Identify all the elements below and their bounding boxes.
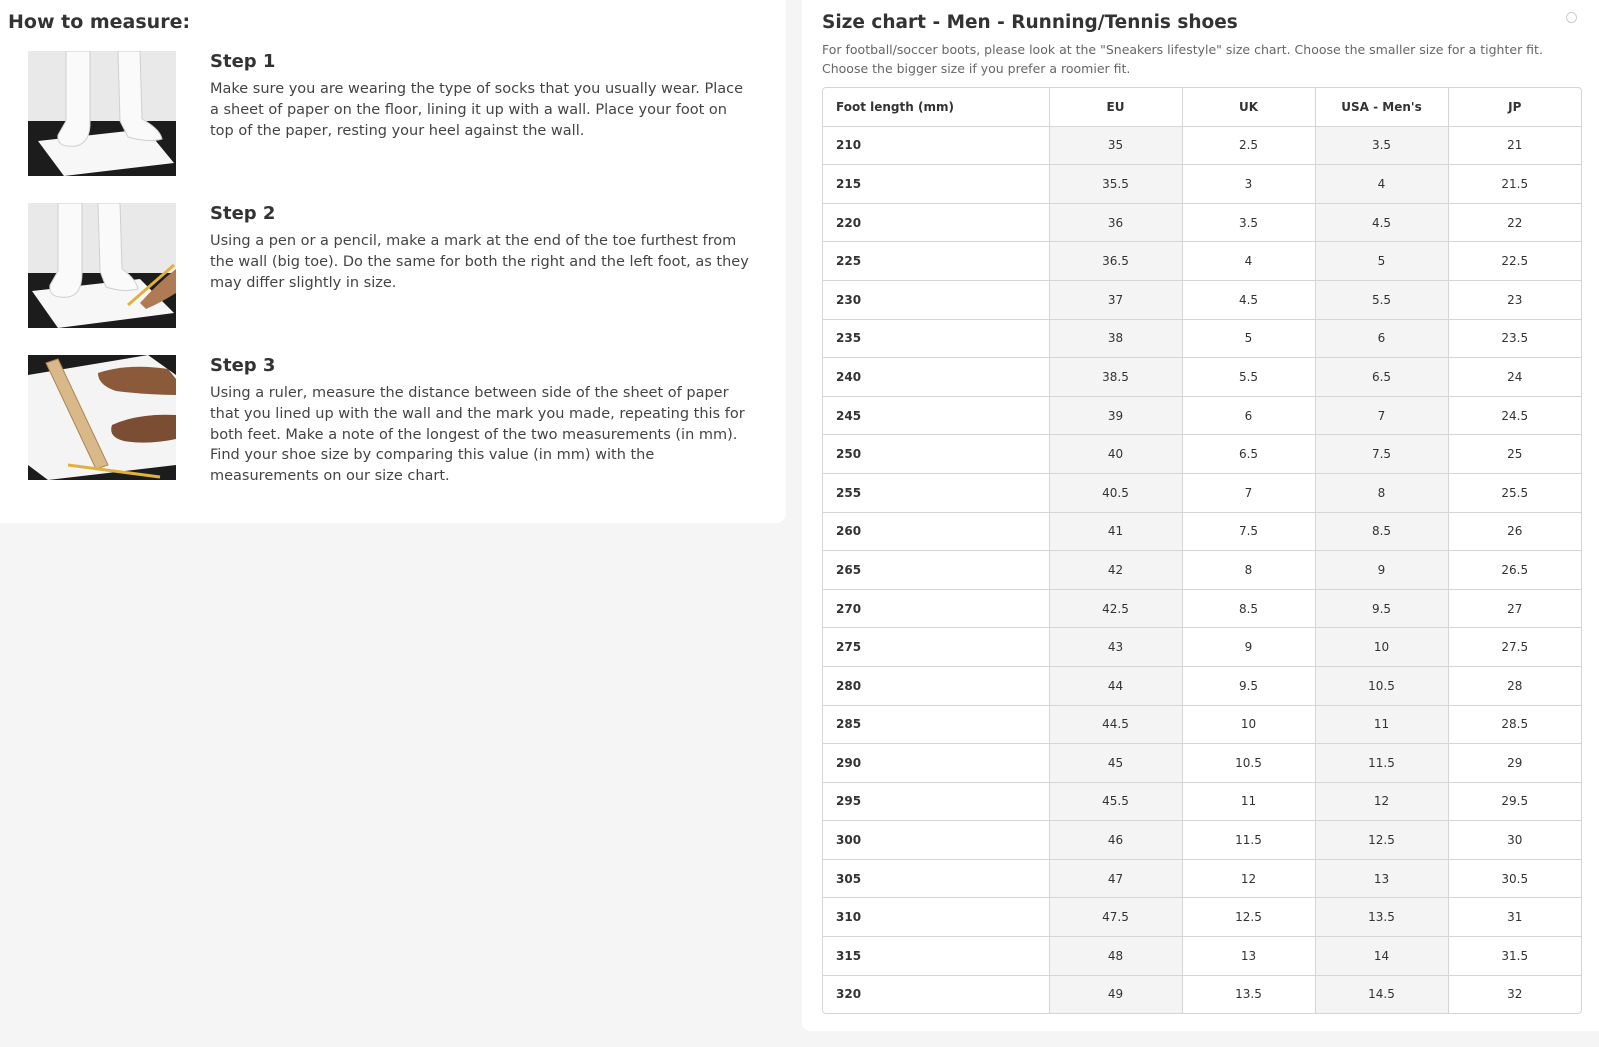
- size-cell: 4.5: [1315, 203, 1448, 242]
- table-row: [823, 705, 1581, 744]
- size-cell: 13.5: [1182, 975, 1315, 1013]
- size-cell: 10.5: [1315, 666, 1448, 705]
- table-row: [823, 319, 1581, 358]
- size-cell: 5.5: [1182, 358, 1315, 397]
- size-cell: 7: [1182, 473, 1315, 512]
- foot-length-cell: 220: [823, 203, 1049, 242]
- size-cell: 22: [1448, 203, 1581, 242]
- table-row: [823, 589, 1581, 628]
- size-cell: 30: [1448, 821, 1581, 860]
- size-table: [823, 88, 1581, 1013]
- size-cell: 11.5: [1182, 821, 1315, 860]
- step-1-heading: Step 1: [210, 51, 276, 72]
- size-cell: 9.5: [1182, 666, 1315, 705]
- size-cell: 10.5: [1182, 744, 1315, 783]
- foot-length-cell: 245: [823, 396, 1049, 435]
- size-cell: 12.5: [1182, 898, 1315, 937]
- size-cell: 5.5: [1315, 280, 1448, 319]
- table-row: [823, 628, 1581, 667]
- foot-length-cell: 270: [823, 589, 1049, 628]
- size-chart-panel: [802, 0, 1599, 1031]
- size-cell: 3: [1182, 165, 1315, 204]
- foot-length-cell: 310: [823, 898, 1049, 937]
- table-row: [823, 512, 1581, 551]
- foot-length-cell: 235: [823, 319, 1049, 358]
- size-cell: 42.5: [1049, 589, 1182, 628]
- foot-length-cell: 280: [823, 666, 1049, 705]
- foot-length-cell: 225: [823, 242, 1049, 281]
- size-chart-note: For football/soccer boots, please look at the "Sneakers lifestyle" size chart. Choose the smaller size for a tighter fit. Choose the bigger size if you prefer a roomier fit.: [822, 42, 1543, 76]
- foot-length-cell: 255: [823, 473, 1049, 512]
- foot-length-cell: 265: [823, 551, 1049, 590]
- table-row: [823, 782, 1581, 821]
- foot-length-cell: 300: [823, 821, 1049, 860]
- size-cell: 11: [1182, 782, 1315, 821]
- foot-length-cell: 215: [823, 165, 1049, 204]
- foot-length-cell: 305: [823, 859, 1049, 898]
- size-cell: 45.5: [1049, 782, 1182, 821]
- size-cell: 8.5: [1315, 512, 1448, 551]
- size-cell: 41: [1049, 512, 1182, 551]
- size-cell: 14: [1315, 937, 1448, 976]
- table-row: [823, 396, 1581, 435]
- size-cell: 9: [1315, 551, 1448, 590]
- size-cell: 29.5: [1448, 782, 1581, 821]
- table-row: [823, 666, 1581, 705]
- size-chart-title: Size chart - Men - Running/Tennis shoes: [822, 12, 1238, 33]
- size-cell: 44.5: [1049, 705, 1182, 744]
- step-3-image: [28, 355, 176, 480]
- size-cell: 31: [1448, 898, 1581, 937]
- size-cell: 27: [1448, 589, 1581, 628]
- size-cell: 49: [1049, 975, 1182, 1013]
- size-cell: 3.5: [1182, 203, 1315, 242]
- size-cell: 6.5: [1315, 358, 1448, 397]
- size-cell: 12.5: [1315, 821, 1448, 860]
- size-cell: 14.5: [1315, 975, 1448, 1013]
- size-cell: 32: [1448, 975, 1581, 1013]
- foot-length-cell: 290: [823, 744, 1049, 783]
- size-cell: 29: [1448, 744, 1581, 783]
- size-cell: 38.5: [1049, 358, 1182, 397]
- step-1-image: [28, 51, 176, 176]
- size-cell: 12: [1182, 859, 1315, 898]
- size-cell: 8: [1182, 551, 1315, 590]
- foot-length-cell: 320: [823, 975, 1049, 1013]
- column-header: JP: [1448, 88, 1581, 126]
- foot-length-cell: 260: [823, 512, 1049, 551]
- size-cell: 47.5: [1049, 898, 1182, 937]
- table-row: [823, 551, 1581, 590]
- size-cell: 38: [1049, 319, 1182, 358]
- size-cell: 13: [1315, 859, 1448, 898]
- size-cell: 26.5: [1448, 551, 1581, 590]
- size-cell: 35.5: [1049, 165, 1182, 204]
- size-cell: 5: [1182, 319, 1315, 358]
- size-cell: 23.5: [1448, 319, 1581, 358]
- step-2-image: [28, 203, 176, 328]
- size-cell: 25.5: [1448, 473, 1581, 512]
- size-cell: 4: [1182, 242, 1315, 281]
- size-cell: 26: [1448, 512, 1581, 551]
- table-row: [823, 203, 1581, 242]
- size-cell: 45: [1049, 744, 1182, 783]
- table-row: [823, 473, 1581, 512]
- size-cell: 10: [1315, 628, 1448, 667]
- table-row: [823, 859, 1581, 898]
- foot-length-cell: 230: [823, 280, 1049, 319]
- table-row: [823, 898, 1581, 937]
- size-cell: 8: [1315, 473, 1448, 512]
- size-cell: 21: [1448, 126, 1581, 165]
- how-to-measure-title: How to measure:: [8, 11, 191, 33]
- size-cell: 43: [1049, 628, 1182, 667]
- size-cell: 36.5: [1049, 242, 1182, 281]
- column-header: EU: [1049, 88, 1182, 126]
- size-cell: 13: [1182, 937, 1315, 976]
- foot-length-cell: 295: [823, 782, 1049, 821]
- size-cell: 40: [1049, 435, 1182, 474]
- table-row: [823, 242, 1581, 281]
- size-cell: 40.5: [1049, 473, 1182, 512]
- table-row: [823, 744, 1581, 783]
- column-header: Foot length (mm): [823, 88, 1049, 126]
- size-cell: 10: [1182, 705, 1315, 744]
- size-cell: 28: [1448, 666, 1581, 705]
- size-cell: 6: [1182, 396, 1315, 435]
- size-cell: 22.5: [1448, 242, 1581, 281]
- size-cell: 44: [1049, 666, 1182, 705]
- size-cell: 11: [1315, 705, 1448, 744]
- size-cell: 25: [1448, 435, 1581, 474]
- size-cell: 30.5: [1448, 859, 1581, 898]
- size-cell: 35: [1049, 126, 1182, 165]
- size-cell: 39: [1049, 396, 1182, 435]
- size-cell: 4.5: [1182, 280, 1315, 319]
- size-cell: 12: [1315, 782, 1448, 821]
- column-header: USA - Men's: [1315, 88, 1448, 126]
- size-table-container: [822, 87, 1582, 1014]
- status-dot-icon: [1566, 12, 1577, 23]
- foot-length-cell: 210: [823, 126, 1049, 165]
- size-cell: 36: [1049, 203, 1182, 242]
- foot-length-cell: 250: [823, 435, 1049, 474]
- size-cell: 2.5: [1182, 126, 1315, 165]
- size-cell: 6: [1315, 319, 1448, 358]
- foot-length-cell: 275: [823, 628, 1049, 667]
- table-row: [823, 435, 1581, 474]
- size-cell: 28.5: [1448, 705, 1581, 744]
- size-cell: 7.5: [1315, 435, 1448, 474]
- table-header-row: [823, 88, 1581, 126]
- step-2-heading: Step 2: [210, 203, 276, 224]
- size-cell: 31.5: [1448, 937, 1581, 976]
- size-cell: 7.5: [1182, 512, 1315, 551]
- size-cell: 42: [1049, 551, 1182, 590]
- size-cell: 37: [1049, 280, 1182, 319]
- size-cell: 27.5: [1448, 628, 1581, 667]
- size-cell: 4: [1315, 165, 1448, 204]
- size-cell: 47: [1049, 859, 1182, 898]
- size-cell: 24.5: [1448, 396, 1581, 435]
- size-cell: 9: [1182, 628, 1315, 667]
- size-cell: 46: [1049, 821, 1182, 860]
- column-header: UK: [1182, 88, 1315, 126]
- table-row: [823, 937, 1581, 976]
- size-cell: 13.5: [1315, 898, 1448, 937]
- size-cell: 8.5: [1182, 589, 1315, 628]
- foot-length-cell: 315: [823, 937, 1049, 976]
- how-to-measure-panel: [0, 0, 786, 523]
- table-row: [823, 821, 1581, 860]
- step-3-heading: Step 3: [210, 355, 276, 376]
- table-row: [823, 165, 1581, 204]
- foot-length-cell: 285: [823, 705, 1049, 744]
- step-3-text: Using a ruler, measure the distance between side of the sheet of paper that you lined up with the wall and the mark you made, repeating this for both feet. Make a note of the longest of the two measurements (in mm). Find your shoe size by comparing this value (in mm) with the measurements on our size chart.: [210, 385, 745, 485]
- size-cell: 23: [1448, 280, 1581, 319]
- size-cell: 7: [1315, 396, 1448, 435]
- table-row: [823, 280, 1581, 319]
- size-cell: 5: [1315, 242, 1448, 281]
- size-cell: 11.5: [1315, 744, 1448, 783]
- table-row: [823, 975, 1581, 1013]
- size-cell: 9.5: [1315, 589, 1448, 628]
- size-cell: 21.5: [1448, 165, 1581, 204]
- table-row: [823, 126, 1581, 165]
- size-cell: 48: [1049, 937, 1182, 976]
- foot-length-cell: 240: [823, 358, 1049, 397]
- table-row: [823, 358, 1581, 397]
- size-cell: 3.5: [1315, 126, 1448, 165]
- size-cell: 6.5: [1182, 435, 1315, 474]
- step-1-text: Make sure you are wearing the type of socks that you usually wear. Place a sheet of paper on the floor, lining it up with a wall. Place your foot on top of the paper, resting your heel against the wall.: [210, 81, 744, 139]
- step-2-text: Using a pen or a pencil, make a mark at the end of the toe furthest from the wall (big toe). Do the same for both the right and the left foot, as they may differ slightly in size.: [210, 233, 749, 291]
- size-cell: 24: [1448, 358, 1581, 397]
